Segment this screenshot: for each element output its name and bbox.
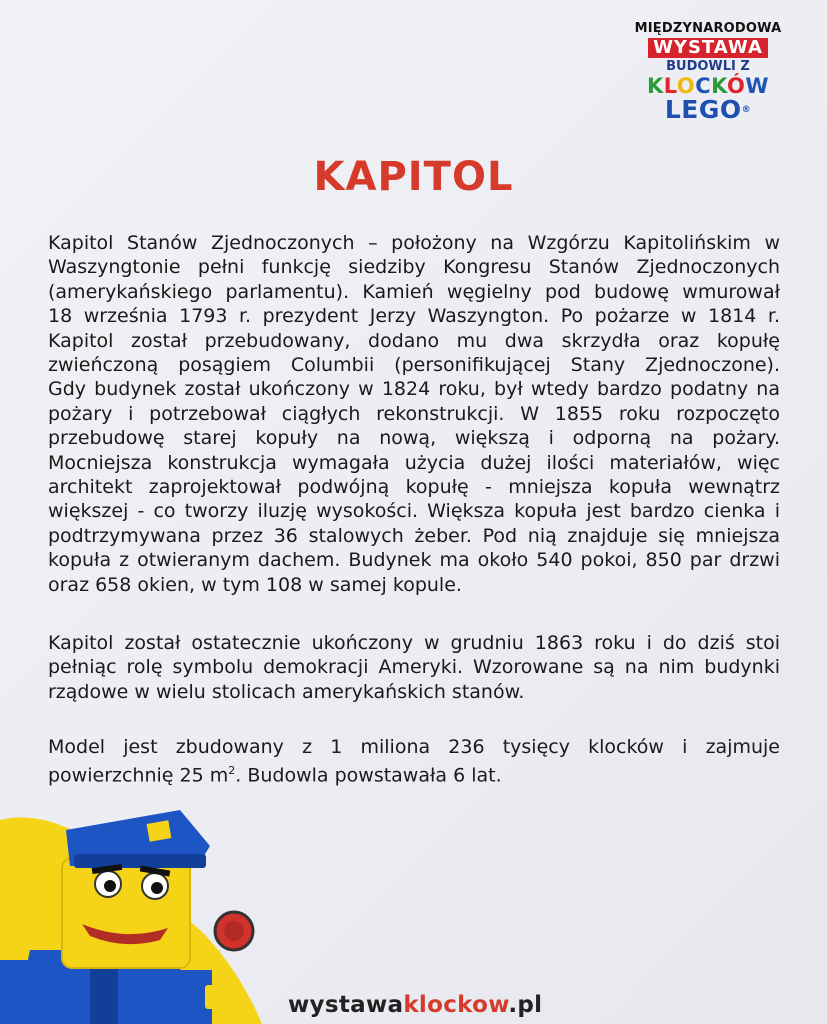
text-line: kopuła z otwieranym dachem. Budynek ma około 540 pokoi, 850 par drzwi — [48, 549, 780, 572]
text-line: Kapitol Stanów Zjednoczonych – położony na Wzgórzu Kapitolińskim w — [48, 232, 780, 254]
paragraph-completion — [48, 631, 780, 704]
page-title: KAPITOL — [313, 154, 514, 200]
text-line: większej - co tworzy iluzję wysokości. Większa kopuła jest bardzo cienka i — [48, 500, 780, 523]
registered-mark: ® — [741, 105, 752, 115]
logo-lego-word: LEGO — [664, 95, 742, 124]
text-line: przebudowę starej kopuły na nową, większą i odporną na pożary. — [48, 427, 780, 450]
website-prefix: wystawa — [288, 992, 404, 1018]
text-line: (amerykańskiego parlamentu). Kamień węgielny pod budowę wmurował — [48, 280, 780, 303]
logo-line-4 — [628, 75, 788, 97]
website-accent: klockow — [403, 992, 509, 1018]
text-line: 18 września 1793 r. prezydent Jerzy Waszyngton. Po pożarze w 1814 r. — [48, 305, 780, 328]
paragraph-history — [48, 231, 780, 597]
text-line: Waszyngtonie pełni funkcję siedziby Kongresu Stanów Zjednoczonych — [48, 256, 780, 279]
duration-text: . Budowla powstawała 6 lat. — [235, 764, 502, 787]
logo-line-2: WYSTAWA — [648, 38, 768, 58]
text-line: Model jest zbudowany z 1 miliona 236 tysięcy klocków i zajmuje — [48, 736, 780, 758]
logo-line-5 — [628, 97, 788, 123]
website-suffix: .pl — [508, 992, 543, 1018]
exhibition-logo — [628, 22, 788, 123]
logo-line-3: BUDOWLI Z — [666, 59, 750, 74]
logo-letter: W — [745, 74, 770, 98]
text-line: pożary i potrzebował ciągłych rekonstrukcji. W 1855 roku rozpoczęto — [48, 402, 780, 425]
text-line: zwieńczoną posągiem Columbii (personifikującej Stany Zjednoczone). — [48, 354, 780, 377]
logo-line-1: MIĘDZYNARODOWA — [634, 21, 782, 36]
text-line: podtrzymywana przez 36 stalowych żeber. Pod nią znajduje się mniejsza — [48, 524, 780, 547]
text-line: oraz 658 okien, w tym 108 w samej kopule. — [48, 573, 462, 596]
text-line: rządowe w wielu stolicach amerykańskich stanów. — [48, 680, 525, 703]
text-line: Gdy budynek został ukończony w 1824 roku, był wtedy bardzo podatny na — [48, 378, 780, 401]
text-line: architekt zaprojektował podwójną kopułę - mniejsza kopuła wewnątrz — [48, 476, 780, 499]
logo-letter: K — [646, 74, 664, 98]
text-line: Kapitol został przebudowany, dodano mu dwa skrzydła oraz kopułę — [48, 329, 780, 352]
paragraph-model — [48, 735, 780, 788]
text-line: pełniąc rolę symbolu demokracji Ameryki. Wzorowane są na nim budynki — [48, 656, 780, 679]
lego-policeman-mascot-icon — [0, 800, 290, 1024]
text-line — [48, 759, 780, 788]
text-line: Kapitol został ostatecznie ukończony w grudniu 1863 roku i do dziś stoi — [48, 632, 780, 654]
logo-letter: K — [711, 74, 727, 98]
logo-letter: L — [663, 74, 677, 98]
website-link[interactable] — [288, 992, 542, 1018]
logo-letter: Ó — [727, 74, 746, 98]
area-unit-exponent: 2 — [228, 764, 236, 778]
logo-letter: O — [676, 74, 696, 98]
logo-letter: C — [695, 74, 712, 98]
text-line: Mocniejsza konstrukcja wymagała użycia dużej ilości materiałów, więc — [48, 451, 780, 474]
area-text: powierzchnię 25 m — [48, 764, 229, 787]
